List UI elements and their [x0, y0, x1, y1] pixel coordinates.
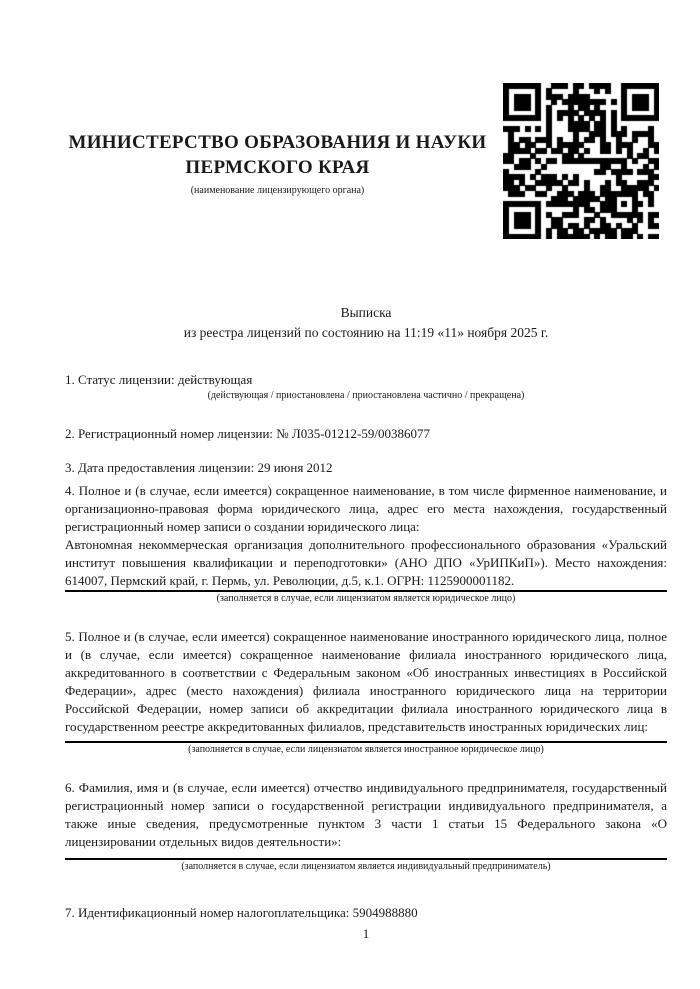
item-1-caption: (действующая / приостановлена / приостановлена частично / прекращена) [207, 390, 525, 401]
extract-subtitle: из реестра лицензий по состоянию на 11:19 «11» ноября 2025 г. [183, 325, 549, 340]
extract-title-block [65, 303, 667, 343]
item-1-license-status: 1. Статус лицензии: действующая [65, 372, 253, 387]
item-5-foreign-entity-field [65, 628, 667, 743]
item-5-foreign-entity-text: 5. Полное и (в случае, если имеется) сокращенное наименование иностранного юридического лица, полное и (в случае, если имеется) сокращенное наименование филиала иностранного юридического лица, аккредитованного в соответствии с Федеральным законом «Об иностранных инвестициях в Российской Федерации», адрес (место нахождения) филиала иностранного юридического лица на территории Российской Федерации, номер записи об аккредитации филиала иностранного юридического лица в государственном реестре аккредитованных филиалов, представительств иностранных юридических лиц: [65, 629, 667, 734]
item-7-taxpayer-number: 7. Идентификационный номер налогоплательщика: 5904988880 [65, 905, 418, 920]
item-4-legal-entity-text: 4. Полное и (в случае, если имеется) сокращенное наименование, в том числе фирменное наименование, и организационно-правовая форма юридического лица, адрес его места нахождения, государственный регистрационный номер записи о создании юридического лица: [65, 483, 667, 534]
page-number: 1 [362, 926, 370, 941]
issuing-authority-block [65, 130, 490, 197]
qr-code [503, 83, 659, 239]
item-6-entrepreneur-text: 6. Фамилия, имя и (в случае, если имеется) отчество индивидуального предпринимателя, государственный регистрационный номер записи о государственной регистрации индивидуального предпринимателя, а также иные сведения, предусмотренные пунктом 3 части 1 статьи 15 Федерального закона «О лицензировании отдельных видов деятельности»: [65, 780, 667, 849]
ministry-caption: (наименование лицензирующего органа) [190, 185, 365, 196]
item-5-caption: (заполняется в случае, если лицензиатом является иностранное юридическое лицо) [188, 744, 544, 755]
ministry-name-line2: ПЕРМСКОГО КРАЯ [185, 157, 370, 178]
document-body [65, 303, 667, 922]
item-4-caption: (заполняется в случае, если лицензиатом является юридическое лицо) [216, 593, 516, 604]
ministry-name-line1: МИНИСТЕРСТВО ОБРАЗОВАНИЯ И НАУКИ [68, 132, 487, 153]
item-2-registration-number: 2. Регистрационный номер лицензии: № Л035-01212-59/00386077 [65, 426, 431, 441]
extract-title: Выписка [340, 305, 392, 320]
item-4-legal-entity-value: Автономная некоммерческая организация дополнительного профессионального образования «Уральский институт повышения квалификации и переподготовки» (АНО ДПО «УрИПКиП»). Место нахождения: 614007, Пермский край, г. Пермь, ул. Революции, д.5, к.1. ОГРН: 1125900001182. [65, 537, 667, 588]
item-6-entrepreneur-field [65, 779, 667, 860]
item-3-grant-date: 3. Дата предоставления лицензии: 29 июня 2012 [65, 460, 333, 475]
item-4-legal-entity-field [65, 482, 667, 592]
item-6-caption: (заполняется в случае, если лицензиатом является индивидуальный предприниматель) [181, 861, 551, 872]
